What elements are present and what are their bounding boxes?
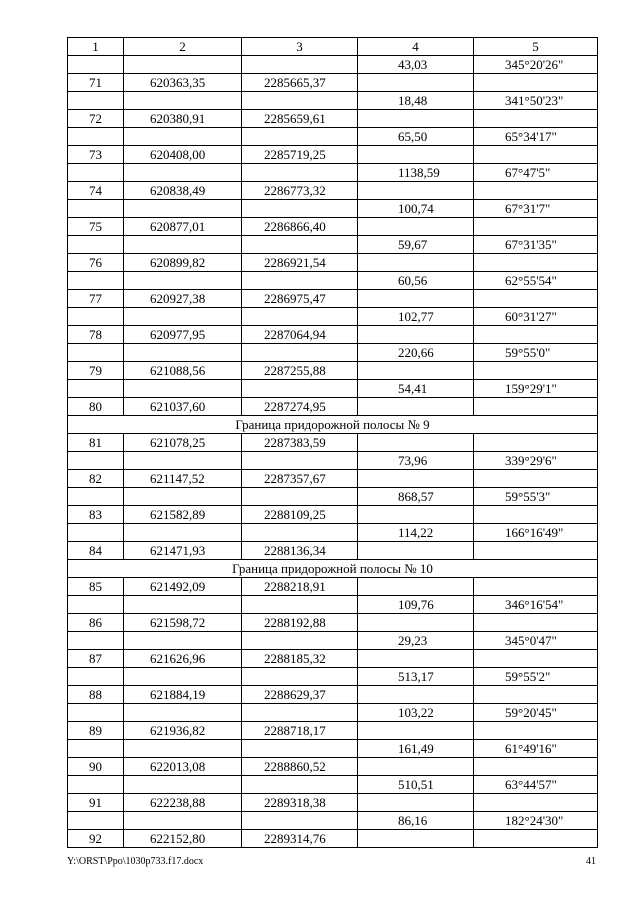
distance-cell bbox=[358, 470, 474, 488]
x-coordinate-cell: 621471,93 bbox=[124, 542, 242, 560]
table-row bbox=[68, 200, 598, 218]
distance-cell bbox=[358, 614, 474, 632]
x-coordinate-cell bbox=[124, 380, 242, 398]
point-number-cell: 73 bbox=[68, 146, 124, 164]
point-number-cell bbox=[68, 200, 124, 218]
point-number-cell: 79 bbox=[68, 362, 124, 380]
x-coordinate-cell: 621598,72 bbox=[124, 614, 242, 632]
distance-cell: 510,51 bbox=[358, 776, 474, 794]
point-number-cell: 84 bbox=[68, 542, 124, 560]
x-coordinate-cell: 621582,89 bbox=[124, 506, 242, 524]
y-coordinate-cell: 2286773,32 bbox=[242, 182, 358, 200]
distance-cell bbox=[358, 290, 474, 308]
table-row bbox=[68, 362, 598, 380]
section-row bbox=[68, 416, 598, 434]
x-coordinate-cell: 620877,01 bbox=[124, 218, 242, 236]
y-coordinate-cell: 2286866,40 bbox=[242, 218, 358, 236]
bearing-cell bbox=[474, 794, 598, 812]
distance-cell bbox=[358, 686, 474, 704]
table-row bbox=[68, 704, 598, 722]
bearing-cell bbox=[474, 650, 598, 668]
x-coordinate-cell: 621037,60 bbox=[124, 398, 242, 416]
distance-cell: 868,57 bbox=[358, 488, 474, 506]
bearing-cell bbox=[474, 146, 598, 164]
y-coordinate-cell bbox=[242, 200, 358, 218]
x-coordinate-cell: 622152,80 bbox=[124, 830, 242, 848]
table-row bbox=[68, 380, 598, 398]
bearing-cell: 345°0'47" bbox=[474, 632, 598, 650]
point-number-cell: 86 bbox=[68, 614, 124, 632]
y-coordinate-cell: 2288185,32 bbox=[242, 650, 358, 668]
x-coordinate-cell: 620838,49 bbox=[124, 182, 242, 200]
distance-cell bbox=[358, 398, 474, 416]
bearing-cell bbox=[474, 686, 598, 704]
point-number-cell bbox=[68, 380, 124, 398]
y-coordinate-cell: 2288192,88 bbox=[242, 614, 358, 632]
table-row bbox=[68, 686, 598, 704]
point-number-cell: 92 bbox=[68, 830, 124, 848]
bearing-cell bbox=[474, 362, 598, 380]
point-number-cell bbox=[68, 236, 124, 254]
y-coordinate-cell: 2285719,25 bbox=[242, 146, 358, 164]
x-coordinate-cell bbox=[124, 56, 242, 74]
distance-cell: 114,22 bbox=[358, 524, 474, 542]
table-row bbox=[68, 110, 598, 128]
footer-file-path: Y:\ORST\Ppo\1030p733.f17.docx bbox=[67, 856, 204, 867]
table-row bbox=[68, 398, 598, 416]
y-coordinate-cell: 2288860,52 bbox=[242, 758, 358, 776]
x-coordinate-cell: 620363,35 bbox=[124, 74, 242, 92]
y-coordinate-cell: 2287357,67 bbox=[242, 470, 358, 488]
point-number-cell: 83 bbox=[68, 506, 124, 524]
point-number-cell: 82 bbox=[68, 470, 124, 488]
bearing-cell: 61°49'16" bbox=[474, 740, 598, 758]
distance-cell: 73,96 bbox=[358, 452, 474, 470]
distance-cell bbox=[358, 254, 474, 272]
y-coordinate-cell bbox=[242, 452, 358, 470]
point-number-cell: 87 bbox=[68, 650, 124, 668]
x-coordinate-cell bbox=[124, 236, 242, 254]
point-number-cell: 85 bbox=[68, 578, 124, 596]
bearing-cell bbox=[474, 722, 598, 740]
table-row bbox=[68, 740, 598, 758]
distance-cell bbox=[358, 74, 474, 92]
x-coordinate-cell: 622238,88 bbox=[124, 794, 242, 812]
bearing-cell: 65°34'17" bbox=[474, 128, 598, 146]
distance-cell: 220,66 bbox=[358, 344, 474, 362]
y-coordinate-cell: 2286921,54 bbox=[242, 254, 358, 272]
bearing-cell bbox=[474, 542, 598, 560]
section-title: Граница придорожной полосы № 9 bbox=[68, 416, 598, 434]
bearing-cell bbox=[474, 578, 598, 596]
point-number-cell: 72 bbox=[68, 110, 124, 128]
table-row bbox=[68, 146, 598, 164]
y-coordinate-cell bbox=[242, 272, 358, 290]
table-row bbox=[68, 470, 598, 488]
distance-cell: 18,48 bbox=[358, 92, 474, 110]
bearing-cell bbox=[474, 434, 598, 452]
x-coordinate-cell bbox=[124, 668, 242, 686]
bearing-cell: 62°55'54" bbox=[474, 272, 598, 290]
bearing-cell bbox=[474, 398, 598, 416]
y-coordinate-cell: 2287274,95 bbox=[242, 398, 358, 416]
table-row bbox=[68, 308, 598, 326]
y-coordinate-cell bbox=[242, 740, 358, 758]
distance-cell bbox=[358, 362, 474, 380]
bearing-cell: 159°29'1" bbox=[474, 380, 598, 398]
distance-cell: 102,77 bbox=[358, 308, 474, 326]
x-coordinate-cell bbox=[124, 488, 242, 506]
table-row bbox=[68, 758, 598, 776]
table-row bbox=[68, 326, 598, 344]
distance-cell bbox=[358, 182, 474, 200]
distance-cell bbox=[358, 542, 474, 560]
y-coordinate-cell bbox=[242, 812, 358, 830]
y-coordinate-cell bbox=[242, 128, 358, 146]
y-coordinate-cell: 2285659,61 bbox=[242, 110, 358, 128]
bearing-cell bbox=[474, 182, 598, 200]
bearing-cell bbox=[474, 614, 598, 632]
y-coordinate-cell: 2289318,38 bbox=[242, 794, 358, 812]
y-coordinate-cell bbox=[242, 380, 358, 398]
y-coordinate-cell: 2288136,34 bbox=[242, 542, 358, 560]
x-coordinate-cell: 621492,09 bbox=[124, 578, 242, 596]
x-coordinate-cell bbox=[124, 704, 242, 722]
point-number-cell: 80 bbox=[68, 398, 124, 416]
distance-cell: 43,03 bbox=[358, 56, 474, 74]
distance-cell bbox=[358, 578, 474, 596]
point-number-cell bbox=[68, 452, 124, 470]
point-number-cell bbox=[68, 92, 124, 110]
distance-cell bbox=[358, 506, 474, 524]
table-row bbox=[68, 830, 598, 848]
section-title: Граница придорожной полосы № 10 bbox=[68, 560, 598, 578]
y-coordinate-cell bbox=[242, 308, 358, 326]
x-coordinate-cell: 621626,96 bbox=[124, 650, 242, 668]
x-coordinate-cell bbox=[124, 812, 242, 830]
header-cell-3: 3 bbox=[242, 38, 358, 56]
table-row bbox=[68, 776, 598, 794]
y-coordinate-cell bbox=[242, 704, 358, 722]
bearing-cell: 67°47'5" bbox=[474, 164, 598, 182]
table-body bbox=[68, 38, 598, 848]
table-row bbox=[68, 164, 598, 182]
x-coordinate-cell bbox=[124, 164, 242, 182]
point-number-cell bbox=[68, 308, 124, 326]
table-row bbox=[68, 182, 598, 200]
x-coordinate-cell bbox=[124, 632, 242, 650]
bearing-cell bbox=[474, 254, 598, 272]
distance-cell: 161,49 bbox=[358, 740, 474, 758]
bearing-cell bbox=[474, 470, 598, 488]
distance-cell bbox=[358, 722, 474, 740]
y-coordinate-cell bbox=[242, 524, 358, 542]
x-coordinate-cell bbox=[124, 200, 242, 218]
y-coordinate-cell: 2289314,76 bbox=[242, 830, 358, 848]
y-coordinate-cell bbox=[242, 236, 358, 254]
y-coordinate-cell bbox=[242, 344, 358, 362]
x-coordinate-cell: 621088,56 bbox=[124, 362, 242, 380]
y-coordinate-cell: 2287255,88 bbox=[242, 362, 358, 380]
table-row bbox=[68, 812, 598, 830]
x-coordinate-cell: 620927,38 bbox=[124, 290, 242, 308]
x-coordinate-cell bbox=[124, 740, 242, 758]
point-number-cell: 76 bbox=[68, 254, 124, 272]
x-coordinate-cell bbox=[124, 92, 242, 110]
bearing-cell bbox=[474, 830, 598, 848]
distance-cell: 109,76 bbox=[358, 596, 474, 614]
y-coordinate-cell bbox=[242, 632, 358, 650]
point-number-cell: 89 bbox=[68, 722, 124, 740]
y-coordinate-cell: 2288109,25 bbox=[242, 506, 358, 524]
point-number-cell: 90 bbox=[68, 758, 124, 776]
table-row bbox=[68, 668, 598, 686]
table-row bbox=[68, 794, 598, 812]
point-number-cell: 81 bbox=[68, 434, 124, 452]
point-number-cell: 91 bbox=[68, 794, 124, 812]
table-row bbox=[68, 218, 598, 236]
point-number-cell bbox=[68, 596, 124, 614]
bearing-cell: 182°24'30" bbox=[474, 812, 598, 830]
section-row bbox=[68, 560, 598, 578]
distance-cell bbox=[358, 326, 474, 344]
point-number-cell bbox=[68, 632, 124, 650]
distance-cell bbox=[358, 650, 474, 668]
point-number-cell: 88 bbox=[68, 686, 124, 704]
bearing-cell bbox=[474, 110, 598, 128]
bearing-cell: 67°31'35" bbox=[474, 236, 598, 254]
distance-cell: 60,56 bbox=[358, 272, 474, 290]
point-number-cell bbox=[68, 56, 124, 74]
distance-cell: 29,23 bbox=[358, 632, 474, 650]
distance-cell: 59,67 bbox=[358, 236, 474, 254]
table-row bbox=[68, 344, 598, 362]
coordinates-table bbox=[67, 37, 598, 848]
table-row bbox=[68, 722, 598, 740]
bearing-cell: 67°31'7" bbox=[474, 200, 598, 218]
bearing-cell: 345°20'26" bbox=[474, 56, 598, 74]
bearing-cell: 59°20'45" bbox=[474, 704, 598, 722]
bearing-cell: 60°31'27" bbox=[474, 308, 598, 326]
bearing-cell: 341°50'23" bbox=[474, 92, 598, 110]
table-row bbox=[68, 506, 598, 524]
point-number-cell: 75 bbox=[68, 218, 124, 236]
point-number-cell bbox=[68, 344, 124, 362]
table-row bbox=[68, 290, 598, 308]
distance-cell bbox=[358, 794, 474, 812]
table-row bbox=[68, 254, 598, 272]
point-number-cell: 77 bbox=[68, 290, 124, 308]
x-coordinate-cell: 620380,91 bbox=[124, 110, 242, 128]
point-number-cell: 74 bbox=[68, 182, 124, 200]
x-coordinate-cell: 621147,52 bbox=[124, 470, 242, 488]
point-number-cell bbox=[68, 668, 124, 686]
distance-cell bbox=[358, 110, 474, 128]
y-coordinate-cell bbox=[242, 56, 358, 74]
y-coordinate-cell bbox=[242, 776, 358, 794]
table-row bbox=[68, 614, 598, 632]
bearing-cell bbox=[474, 326, 598, 344]
table-row bbox=[68, 524, 598, 542]
bearing-cell: 166°16'49" bbox=[474, 524, 598, 542]
y-coordinate-cell: 2287064,94 bbox=[242, 326, 358, 344]
distance-cell bbox=[358, 218, 474, 236]
bearing-cell bbox=[474, 290, 598, 308]
x-coordinate-cell bbox=[124, 308, 242, 326]
point-number-cell bbox=[68, 740, 124, 758]
point-number-cell bbox=[68, 128, 124, 146]
table-row bbox=[68, 272, 598, 290]
bearing-cell: 339°29'6" bbox=[474, 452, 598, 470]
bearing-cell: 59°55'2" bbox=[474, 668, 598, 686]
x-coordinate-cell bbox=[124, 128, 242, 146]
header-row bbox=[68, 38, 598, 56]
table-row bbox=[68, 56, 598, 74]
y-coordinate-cell bbox=[242, 488, 358, 506]
distance-cell: 100,74 bbox=[358, 200, 474, 218]
bearing-cell: 63°44'57" bbox=[474, 776, 598, 794]
y-coordinate-cell bbox=[242, 596, 358, 614]
y-coordinate-cell: 2288718,17 bbox=[242, 722, 358, 740]
x-coordinate-cell bbox=[124, 776, 242, 794]
x-coordinate-cell: 620899,82 bbox=[124, 254, 242, 272]
table-row bbox=[68, 596, 598, 614]
distance-cell bbox=[358, 146, 474, 164]
y-coordinate-cell: 2288218,91 bbox=[242, 578, 358, 596]
bearing-cell bbox=[474, 74, 598, 92]
table-row bbox=[68, 434, 598, 452]
footer-page-number: 41 bbox=[586, 856, 596, 867]
header-cell-5: 5 bbox=[474, 38, 598, 56]
table-row bbox=[68, 578, 598, 596]
x-coordinate-cell: 620977,95 bbox=[124, 326, 242, 344]
table-row bbox=[68, 650, 598, 668]
distance-cell: 1138,59 bbox=[358, 164, 474, 182]
bearing-cell bbox=[474, 218, 598, 236]
table-row bbox=[68, 92, 598, 110]
table-row bbox=[68, 632, 598, 650]
table-row bbox=[68, 488, 598, 506]
x-coordinate-cell bbox=[124, 596, 242, 614]
x-coordinate-cell bbox=[124, 452, 242, 470]
x-coordinate-cell: 622013,08 bbox=[124, 758, 242, 776]
distance-cell: 54,41 bbox=[358, 380, 474, 398]
y-coordinate-cell bbox=[242, 92, 358, 110]
y-coordinate-cell: 2286975,47 bbox=[242, 290, 358, 308]
y-coordinate-cell bbox=[242, 668, 358, 686]
x-coordinate-cell bbox=[124, 344, 242, 362]
table-row bbox=[68, 236, 598, 254]
distance-cell bbox=[358, 434, 474, 452]
y-coordinate-cell: 2288629,37 bbox=[242, 686, 358, 704]
x-coordinate-cell: 621936,82 bbox=[124, 722, 242, 740]
bearing-cell: 346°16'54" bbox=[474, 596, 598, 614]
table-row bbox=[68, 74, 598, 92]
table-row bbox=[68, 128, 598, 146]
point-number-cell bbox=[68, 488, 124, 506]
distance-cell: 513,17 bbox=[358, 668, 474, 686]
header-cell-2: 2 bbox=[124, 38, 242, 56]
point-number-cell bbox=[68, 164, 124, 182]
distance-cell bbox=[358, 758, 474, 776]
bearing-cell: 59°55'0" bbox=[474, 344, 598, 362]
point-number-cell bbox=[68, 704, 124, 722]
point-number-cell: 78 bbox=[68, 326, 124, 344]
distance-cell: 65,50 bbox=[358, 128, 474, 146]
y-coordinate-cell: 2285665,37 bbox=[242, 74, 358, 92]
x-coordinate-cell: 621884,19 bbox=[124, 686, 242, 704]
table-row bbox=[68, 542, 598, 560]
x-coordinate-cell bbox=[124, 524, 242, 542]
point-number-cell: 71 bbox=[68, 74, 124, 92]
bearing-cell bbox=[474, 758, 598, 776]
y-coordinate-cell: 2287383,59 bbox=[242, 434, 358, 452]
point-number-cell bbox=[68, 272, 124, 290]
point-number-cell bbox=[68, 524, 124, 542]
x-coordinate-cell: 620408,00 bbox=[124, 146, 242, 164]
x-coordinate-cell bbox=[124, 272, 242, 290]
point-number-cell bbox=[68, 776, 124, 794]
table-row bbox=[68, 452, 598, 470]
distance-cell: 103,22 bbox=[358, 704, 474, 722]
header-cell-1: 1 bbox=[68, 38, 124, 56]
header-cell-4: 4 bbox=[358, 38, 474, 56]
distance-cell bbox=[358, 830, 474, 848]
bearing-cell: 59°55'3" bbox=[474, 488, 598, 506]
x-coordinate-cell: 621078,25 bbox=[124, 434, 242, 452]
y-coordinate-cell bbox=[242, 164, 358, 182]
distance-cell: 86,16 bbox=[358, 812, 474, 830]
bearing-cell bbox=[474, 506, 598, 524]
point-number-cell bbox=[68, 812, 124, 830]
